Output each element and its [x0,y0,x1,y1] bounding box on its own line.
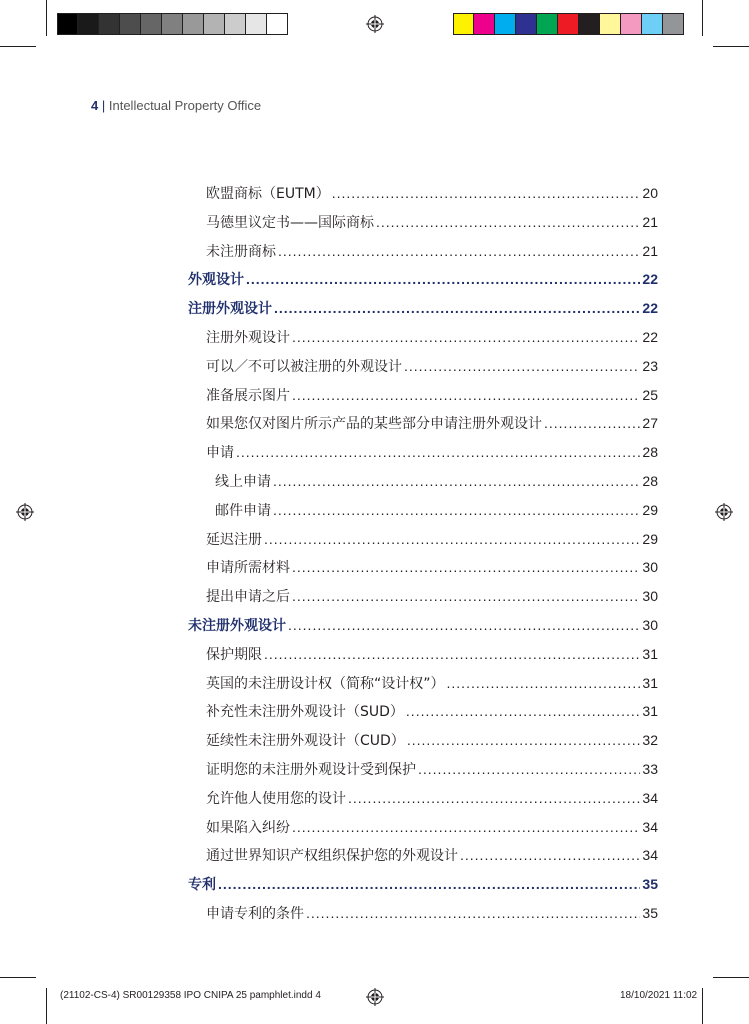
registration-target-icon [715,503,733,521]
toc-entry-page: 27 [642,415,658,432]
toc-entry-title: 未注册商标 [206,243,276,260]
slug-date-time: 18/10/2021 11:02 [620,990,698,1001]
toc-entry-title: 注册外观设计 [188,301,272,318]
toc-entry[interactable] [188,241,658,270]
dot-leader [404,358,640,374]
toc-entry[interactable] [188,903,658,932]
toc-entry[interactable] [188,500,658,529]
toc-entry-title: 申请 [206,445,234,462]
color-swatch [621,13,642,35]
slug-file-info: (21102-CS-4) SR00129358 IPO CNIPA 25 pamphlet.indd 4 [60,990,321,1001]
toc-entry[interactable] [188,356,658,385]
dot-leader [273,502,640,518]
color-swatch [537,13,558,35]
crop-mark [713,977,749,978]
toc-entry[interactable] [188,759,658,788]
color-swatch [57,13,78,35]
toc-entry-page: 22 [642,271,658,288]
toc-entry[interactable] [188,730,658,759]
toc-entry[interactable] [188,817,658,846]
toc-entry-page: 35 [642,876,658,893]
toc-entry-title: 通过世界知识产权组织保护您的外观设计 [206,848,458,865]
dot-leader [460,847,640,863]
grayscale-color-bar [57,13,288,35]
toc-entry-title: 马德里议定书——国际商标 [206,214,374,231]
crop-mark [713,46,749,47]
toc-entry[interactable] [188,788,658,817]
toc-entry[interactable] [188,183,658,212]
toc-entry-title: 允许他人使用您的设计 [206,790,346,807]
header-separator: | [101,98,106,113]
registration-target-icon [366,15,384,33]
toc-entry-title: 申请所需材料 [206,560,290,577]
toc-entry-page: 31 [642,703,658,720]
crop-mark [702,0,703,36]
color-swatch [600,13,621,35]
toc-entry-page: 21 [642,213,658,230]
toc-entry-title: 可以／不可以被注册的外观设计 [206,358,402,375]
toc-entry[interactable] [188,644,658,673]
dot-leader [292,559,640,575]
dot-leader [264,531,640,547]
color-swatch [246,13,267,35]
toc-entry[interactable] [188,529,658,558]
toc-entry-title: 延续性未注册外观设计（CUD） [206,733,405,750]
toc-entry-title: 准备展示图片 [206,387,290,404]
color-swatch [453,13,474,35]
toc-entry-page: 30 [642,559,658,576]
table-of-contents [188,183,658,932]
toc-entry-page: 34 [642,847,658,864]
toc-entry[interactable] [188,327,658,356]
dot-leader [292,329,640,345]
color-swatch [162,13,183,35]
toc-entry[interactable] [188,442,658,471]
toc-entry-page: 21 [642,242,658,259]
toc-entry-title: 未注册外观设计 [188,617,286,634]
toc-entry-title: 申请专利的条件 [206,905,304,922]
toc-entry[interactable] [188,298,658,327]
color-swatch [558,13,579,35]
toc-entry-title: 补充性未注册外观设计（SUD） [206,704,404,721]
toc-entry-title: 邮件申请 [215,502,271,519]
color-swatch [183,13,204,35]
crop-mark [702,988,703,1024]
toc-entry[interactable] [188,586,658,615]
color-swatch [204,13,225,35]
dot-leader [218,876,640,892]
crop-mark [46,0,47,36]
color-swatch [642,13,663,35]
toc-entry-page: 32 [642,732,658,749]
dot-leader [292,819,640,835]
toc-entry-page: 23 [642,357,658,374]
color-swatch [225,13,246,35]
toc-entry[interactable] [188,413,658,442]
dot-leader [406,703,641,719]
toc-entry-title: 证明您的未注册外观设计受到保护 [206,761,416,778]
toc-entry-page: 35 [642,904,658,921]
color-swatch [579,13,600,35]
toc-entry[interactable] [188,615,658,644]
toc-entry-title: 如果陷入纠纷 [206,819,290,836]
toc-entry[interactable] [188,385,658,414]
toc-entry-page: 25 [642,386,658,403]
dot-leader [418,761,640,777]
dot-leader [246,271,640,287]
dot-leader [447,675,641,691]
color-swatch [78,13,99,35]
toc-entry-title: 线上申请 [215,473,271,490]
crop-mark [0,977,36,978]
toc-entry-page: 31 [642,674,658,691]
crop-mark [0,46,36,47]
toc-entry-title: 保护期限 [206,646,262,663]
toc-entry-page: 28 [642,444,658,461]
toc-entry-title: 欧盟商标（EUTM） [206,186,330,202]
dot-leader [273,473,640,489]
toc-entry-title: 如果您仅对图片所示产品的某些部分申请注册外观设计 [206,416,542,433]
toc-entry[interactable] [188,673,658,702]
dot-leader [306,905,640,921]
color-swatch [474,13,495,35]
toc-entry[interactable] [188,701,658,730]
color-swatch [267,13,288,35]
dot-leader [348,790,640,806]
toc-entry[interactable] [188,471,658,500]
toc-entry-page: 22 [642,328,658,345]
toc-entry-page: 28 [642,472,658,489]
color-swatch [516,13,537,35]
header-title: Intellectual Property Office [108,98,262,113]
toc-entry-page: 20 [642,185,658,201]
color-swatch [495,13,516,35]
toc-entry-title: 外观设计 [188,272,244,289]
toc-entry[interactable] [188,269,658,298]
toc-entry[interactable] [188,557,658,586]
toc-entry-page: 30 [642,588,658,605]
dot-leader [278,243,640,259]
page-number: 4 [91,98,99,113]
dot-leader [376,214,640,230]
toc-entry-page: 30 [642,616,658,633]
color-swatch [99,13,120,35]
toc-entry-title: 注册外观设计 [206,329,290,346]
dot-leader [264,646,640,662]
dot-leader [292,588,640,604]
toc-entry-page: 33 [642,760,658,777]
toc-entry-page: 34 [642,818,658,835]
color-swatch [663,13,684,35]
toc-entry-title: 延迟注册 [206,531,262,548]
toc-entry-page: 34 [642,789,658,806]
registration-target-icon [16,503,34,521]
toc-entry-title: 提出申请之后 [206,589,290,606]
toc-entry[interactable] [188,212,658,241]
running-header [91,98,261,113]
process-color-bar [453,13,684,35]
toc-entry-title: 专利 [188,877,216,894]
dot-leader [288,617,640,633]
dot-leader [407,732,641,748]
toc-entry-page: 31 [642,645,658,662]
toc-entry-page: 22 [642,300,658,317]
dot-leader [236,444,640,460]
toc-entry[interactable] [188,845,658,874]
toc-entry-title: 英国的未注册设计权（简称“设计权”） [206,675,445,692]
dot-leader [292,387,640,403]
dot-leader [274,300,640,316]
color-swatch [141,13,162,35]
crop-mark [46,988,47,1024]
toc-entry-page: 29 [642,530,658,547]
registration-target-icon [366,988,384,1006]
toc-entry-page: 29 [642,501,658,518]
toc-entry[interactable] [188,874,658,903]
color-swatch [120,13,141,35]
dot-leader [544,415,640,431]
dot-leader [332,185,641,201]
